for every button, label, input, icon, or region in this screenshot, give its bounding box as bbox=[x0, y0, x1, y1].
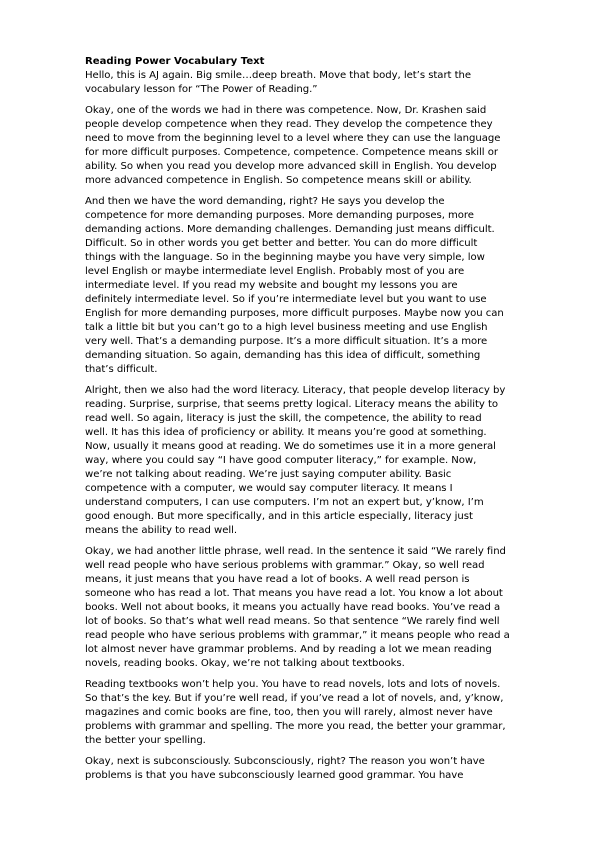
paragraph-subconsciously: Okay, next is subconsciously. Subconsciously, right? The reason you won’t have problems is that you have subconsciously learned good grammar. You have bbox=[85, 756, 485, 781]
paragraph-textbooks: Reading textbooks won’t help you. You have to read novels, lots and lots of novels. So that’s the key. But if you’re well read, if you’ve read a lot of novels, and, y’know, magazines and comic books are fine, too, then you will rarely, almost never have problems with grammar and spelling. The more you read, the better your grammar, the better your spelling. bbox=[85, 679, 506, 746]
paragraph-well-read: Okay, we had another little phrase, well read. In the sentence it said “We rarely find well read people who have serious problems with grammar.” Okay, so well read means, it just means that you have read a lot of books. A well read person is someone who has read a lot. That means you have read a lot. You know a lot about books. Well not about books, it means you actually have read books. You’ve read a lot of books. So that’s what well read means. So that sentence “We rarely find well read people who have serious problems with grammar,” it means people who read a lot almost never have grammar problems. And by reading a lot we mean reading novels, reading books. Okay, we’re not talking about textbooks. bbox=[85, 546, 510, 669]
document-page bbox=[85, 55, 553, 790]
paragraph-competence: Okay, one of the words we had in there was competence. Now, Dr. Krashen said people develop competence when they read. They develop the competence they need to move from the beginning level to a level where they can use the language for more difficult purposes. Competence, competence. Competence means skill or ability. So when you read you develop more advanced skill in English. You develop more advanced competence in English. So competence means skill or ability. bbox=[85, 105, 501, 186]
paragraph-greeting: Hello, this is AJ again. Big smile…deep breath. Move that body, let’s start the vocabulary lesson for “The Power of Reading.” bbox=[85, 70, 472, 95]
paragraph-demanding: And then we have the word demanding, right? He says you develop the competence for more demanding purposes. More demanding purposes, more demanding actions. More demanding challenges. Demanding just means difficult. Difficult. So in other words you get better and better. You can do more difficult things with the language. So in the beginning maybe you have very simple, low level English or maybe intermediate level English. Probably most of you are intermediate level. If you read my website and bought my lessons you are definitely intermediate level. So if you’re intermediate level but you want to use English for more demanding purposes, more difficult purposes. Maybe now you can talk a little bit but you can’t go to a high level business meeting and use English very well. That’s a demanding purpose. It’s a more difficult situation. It’s a more demanding situation. So again, demanding has this idea of difficult, something that’s difficult. bbox=[85, 196, 504, 375]
paragraph-literacy: Alright, then we also had the word literacy. Literacy, that people develop literacy by reading. Surprise, surprise, that seems pretty logical. Literacy means the ability to read well. So again, literacy is just the skill, the competence, the ability to read well. It has this idea of proficiency or ability. It means you’re good at something. Now, usually it means good at reading. We do sometimes use it in a more general way, where you could say “I have good computer literacy,” for example. Now, we’re not talking about reading. We’re just saying computer ability. Basic competence with a computer, we would say computer literacy. It means I understand computers, I can use computers. I’m not an expert but, y’know, I’m good enough. But more specifically, and in this article especially, literacy just means the ability to read well. bbox=[85, 385, 506, 536]
document-title: Reading Power Vocabulary Text bbox=[85, 56, 265, 67]
